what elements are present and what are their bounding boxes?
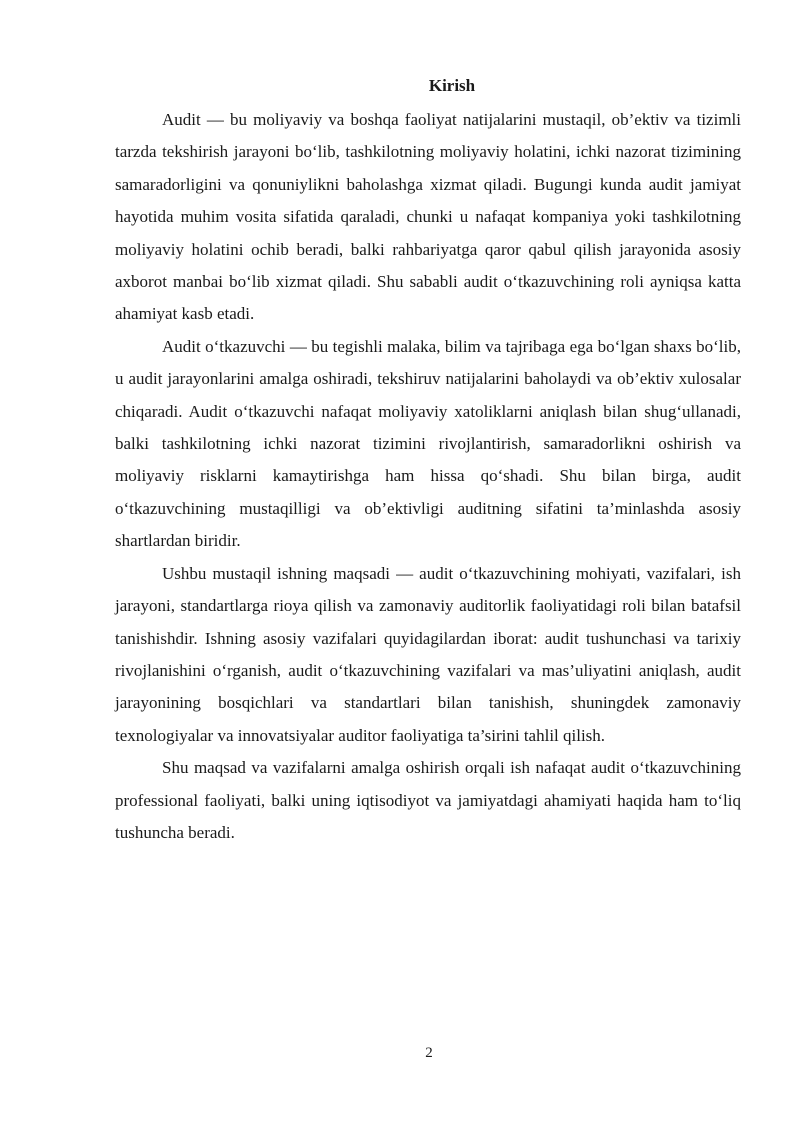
paragraph-2: Audit o‘tkazuvchi — bu tegishli malaka, bilim va tajribaga ega bo‘lgan shaxs bo‘lib, u audit jarayonlarini amalga oshiradi, tekshiruv natijalarini baholaydi va ob’ektiv xulosalar chiqaradi. Audit o‘tkazuvchi nafaqat moliyaviy xatoliklarni aniqlash bilan shug‘ullanadi, balki tashkilotning ichki nazorat tizimini rivojlantirish, samaradorlikni oshirish va moliyaviy risklarni kamaytirishga ham hissa qo‘shadi. Shu bilan birga, audit o‘tkazuvchining mustaqilligi va ob’ektivligi auditning sifatini ta’minlashda asosiy shartlardan biridir. (115, 336, 741, 551)
paragraph-4: Shu maqsad va vazifalarni amalga oshirish orqali ish nafaqat audit o‘tkazuvchining professional faoliyati, balki uning iqtisodiyot va jamiyatdagi ahamiyati haqida ham to‘liq tushuncha beradi. (115, 758, 741, 842)
section-title: Kirish (428, 76, 476, 95)
document-body (115, 74, 741, 849)
paragraph-1: Audit — bu moliyaviy va boshqa faoliyat natijalarini mustaqil, ob’ektiv va tizimli tarzda tekshirish jarayoni bo‘lib, tashkilotning moliyaviy holatini, ichki nazorat tizimining samaradorligini va qonuniylikni baholashga xizmat qiladi. Bugungi kunda audit jamiyat hayotida muhim vosita sifatida qaraladi, chunki u nafaqat kompaniya yoki tashkilotning moliyaviy holatini ochib beradi, balki rahbariyatga qaror qabul qilish jarayonida asosiy axborot manbai bo‘lib xizmat qiladi. Shu sababli audit o‘tkazuvchining roli ayniqsa katta ahamiyat kasb etadi. (115, 110, 741, 324)
paragraph-3: Ushbu mustaqil ishning maqsadi — audit o‘tkazuvchining mohiyati, vazifalari, ish jarayoni, standartlarga rioya qilish va zamonaviy auditorlik faoliyatidagi roli bilan batafsil tanishishdir. Ishning asosiy vazifalari quyidagilardan iborat: audit tushunchasi va tarixiy rivojlanishini o‘rganish, audit o‘tkazuvchining vazifalari va mas’uliyatini aniqlash, audit jarayonining bosqichlari va standartlari bilan tanishish, shuningdek zamonaviy texnologiyalar va innovatsiyalar auditor faoliyatiga ta’sirini tahlil qilish. (115, 563, 741, 745)
page-number: 2 (425, 1045, 433, 1061)
